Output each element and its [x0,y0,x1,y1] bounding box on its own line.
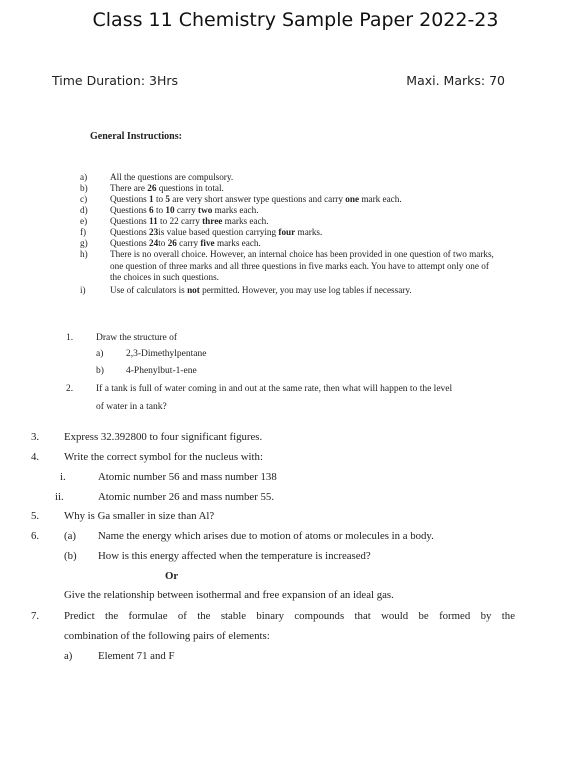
instruction-text: All the questions are compulsory. [110,172,234,182]
question-text: Write the correct symbol for the nucleus with: [64,451,263,463]
instruction-text: There are 26 questions in total. [110,183,224,193]
question-text: Express 32.392800 to four significant figures. [64,431,263,443]
instruction-label: b) [80,183,88,193]
option-label: a) [96,349,104,359]
option-label: b) [96,366,104,376]
instruction-text: Questions 11 to 22 carry three marks each. [110,216,269,226]
instruction-text: Questions 1 to 5 are very short answer type questions and carry one mark each. [110,194,402,204]
instruction-label: f) [80,227,87,237]
option-text: Atomic number 26 and mass number 55. [98,491,275,503]
question-text: Predict the formulae of the stable binary compounds that would be formed by the [64,610,515,622]
option-label: ii. [55,491,64,503]
question-text: Give the relationship between isothermal and free expansion of an ideal gas. [64,589,394,601]
instruction-text: Questions 23is value based question carrying four marks. [110,227,323,237]
question-text: Draw the structure of [96,333,177,343]
option-label: a) [64,650,73,662]
general-instructions-heading: General Instructions: [90,131,182,142]
option-text: Name the energy which arises due to motion of atoms or molecules in a body. [98,530,434,542]
instruction-label: c) [80,194,88,204]
instruction-text: Questions 24to 26 carry five marks each. [110,238,261,248]
instruction-label: g) [80,238,88,248]
instruction-text: There is no overall choice. However, an internal choice has been provided in one question of two marks, one question of three marks and all three questions in five marks each. You have to attempt only one of the choices in such questions. [110,249,494,283]
question-number: 3. [31,431,40,443]
question-text: combination of the following pairs of elements: [64,630,270,642]
question-text: of water in a tank? [96,402,167,412]
instruction-label: a) [80,172,88,182]
option-text: How is this energy affected when the temperature is increased? [98,550,371,562]
question-text: If a tank is full of water coming in and out at the same rate, then what will happen to the level [96,384,453,394]
option-label: (b) [64,550,77,562]
option-label: i. [60,471,66,483]
option-label: (a) [64,530,76,542]
instruction-label: i) [80,285,86,295]
option-text: 4-Phenylbut-1-ene [126,366,197,376]
option-text: Element 71 and F [98,650,175,662]
instruction-text: Questions 6 to 10 carry two marks each. [110,205,259,215]
question-number: 2. [66,384,74,394]
max-marks: Maxi. Marks: 70 [406,73,505,88]
option-text: Atomic number 56 and mass number 138 [98,471,277,483]
question-number: 5. [31,510,40,522]
time-duration: Time Duration: 3Hrs [52,73,179,88]
question-number: 1. [66,333,74,343]
question-number: 6. [31,530,40,542]
question-number: 7. [31,610,40,622]
instruction-label: e) [80,216,88,226]
instruction-label: d) [80,205,88,215]
instruction-label: h) [80,249,88,259]
option-text: 2,3-Dimethylpentane [126,349,207,359]
question-text: Why is Ga smaller in size than Al? [64,510,215,522]
question-number: 4. [31,451,40,463]
instruction-text: Use of calculators is not permitted. However, you may use log tables if necessary. [110,285,412,295]
page-title: Class 11 Chemistry Sample Paper 2022-23 [92,9,499,31]
or-separator: Or [165,570,179,582]
